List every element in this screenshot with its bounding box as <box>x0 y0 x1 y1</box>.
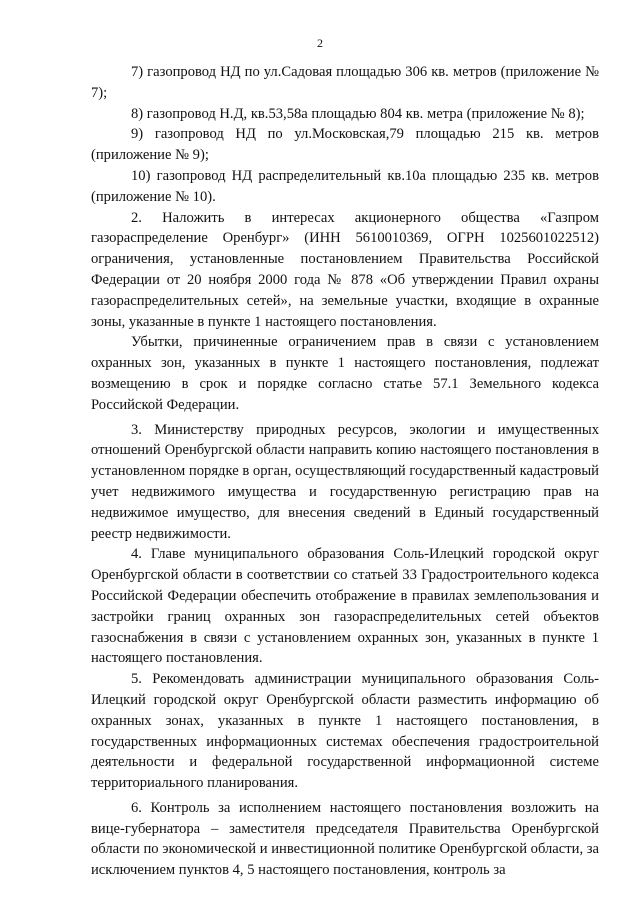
document-body <box>91 62 599 881</box>
paragraph-point-2: 2. Наложить в интересах акционерного общества «Газпром газораспределение Оренбург» (ИНН 5610010369, ОГРН 1025601022512) ограничения, установленные постановлением Правительства Российской Федерации от 20 ноября 2000 года № 878 «Об утверждении Правил охраны газораспределительных сетей», на земельные участки, входящие в охранные зоны, указанные в пункте 1 настоящего постановления. <box>91 209 599 330</box>
paragraph-point-4: 4. Главе муниципального образования Соль-Илецкий городской округ Оренбургской области в соответствии со статьей 33 Градостроительного кодекса Российской Федерации обеспечить отображение в правилах землепользования и застройки границ охранных зон газораспределительных сетей объектов газоснабжения в связи с установлением охранных зон, указанных в пункте 1 настоящего постановления. <box>91 546 599 667</box>
paragraph-item-10: 10) газопровод НД распределительный кв.10а площадью 235 кв. метров (приложение № 10). <box>91 167 599 205</box>
paragraph-item-7: 7) газопровод НД по ул.Садовая площадью 306 кв. метров (приложение № 7); <box>91 64 599 101</box>
paragraph-point-3: 3. Министерству природных ресурсов, экологии и имущественных отношений Оренбургской области направить копию настоящего постановления в установленном порядке в орган, осуществляющий государственный кадастровый учет недвижимого имущества и государственную регистрацию прав на недвижимое имущество, для внесения сведений в Единый государственный реестр недвижимости. <box>91 421 599 542</box>
paragraph-point-6: 6. Контроль за исполнением настоящего постановления возложить на вице-губернатора – заместителя председателя Правительства Оренбургской области по экономической и инвестиционной политике Оренбургской области, за исключением пунктов 4, 5 настоящего постановления, контроль за <box>91 799 599 879</box>
paragraph-losses: Убытки, причиненные ограничением прав в связи с установлением охранных зон, указанных в пункте 1 настоящего постановления, подлежат возмещению в срок и порядке согласно статье 57.1 Земельного кодекса Российской Федерации. <box>91 334 599 413</box>
paragraph-item-9: 9) газопровод НД по ул.Московская,79 площадью 215 кв. метров (приложение № 9); <box>91 126 599 164</box>
paragraph-point-5: 5. Рекомендовать администрации муниципального образования Соль-Илецкий городской округ Оренбургской области разместить информацию об охранных зонах, указанных в пункте 1 настоящего постановления, в государственных информационных системах обеспечения градостроительной деятельности и федеральной государственной информационной системе территориального планирования. <box>91 671 599 792</box>
paragraph-item-8: 8) газопровод Н.Д, кв.53,58а площадью 804 кв. метра (приложение № 8); <box>131 105 585 122</box>
page-number: 2 <box>317 36 323 50</box>
